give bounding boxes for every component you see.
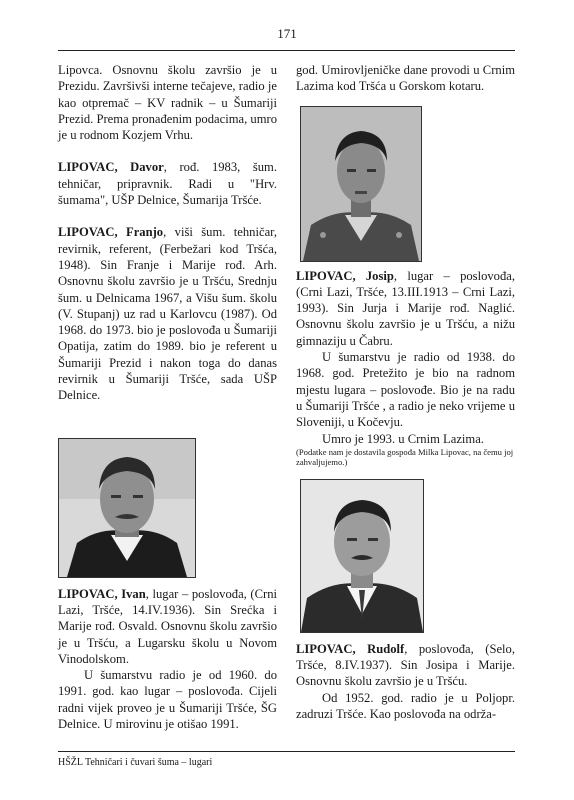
entry-name: LIPOVAC, Josip [296,268,394,283]
portrait-photo-ivan [58,438,196,578]
entry-josip-text-3: Umro je 1993. u Crnim Lazima. [322,431,484,446]
entry-rudolf-text-2: Od 1952. god. radio je u Poljopr. zadruzi Tršće. Kao poslovođa na održa- [296,690,515,722]
entry-ivan [58,586,277,667]
entry-text: , lugar – poslovođa, (Crni Lazi, Tršće, 13.III.1913 – Crni Lazi, 1993). Sin Jurja i Marije rođ. Naglić. Osnovnu školu završio je u Tršću, a nižu gimnaziju u Čabru. [296,268,515,348]
portrait-photo-josip [300,106,422,262]
left-column [58,62,277,732]
entry-name: LIPOVAC, Davor [58,160,164,175]
entry-name: LIPOVAC, Rudolf [296,641,405,656]
right-column [296,62,515,722]
entry-davor [58,159,277,208]
entry-text: , lugar – poslovođa, (Crni Lazi, Tršće, 14.IV.1936). Sin Srećka i Marije rođ. Osvald. Osnovnu školu završio je u Tršću, a Lugarsku školu u Novom Vinodolskom. [58,586,277,666]
entry-josip [296,268,515,349]
entry-name: LIPOVAC, Franjo [58,225,164,240]
entry-ivan-text-2: U šumarstvu radio je od 1960. do 1991. god. kao lugar – poslovođa. Cijeli radni vijek proveo je u Šumariji Tršće, ŠG Delnice. U mirovinu je otišao 1991. [58,668,277,732]
footer-rule [58,751,515,752]
entry-franjo [58,224,277,403]
entry-text: , poslovođa, (Selo, Tršće, 8.IV.1937). Sin Josipa i Marije. Osnovnu školu završio je u Tršću. [296,641,515,689]
entry-text: , rođ. 1983, šum. tehničar, pripravnik. Radi u "Hrv. šumama", UŠP Delnice, Šumarija Tršće. [58,160,277,208]
page-number: 171 [277,26,297,41]
entry-josip-text-2: U šumarstvu je radio od 1938. do 1968. god. Pretežito je bio na radnom mjestu lugara – poslovođe. Bio je na radu u Šumariji Tršće , a radio je neko vrijeme u Sloveniji, u Kočevju. [296,350,515,430]
header-rule [58,50,515,51]
portrait-photo-rudolf [300,479,424,633]
continued-entry-text: god. Umirovljeničke dane provodi u Crnim Lazima kod Tršća u Gorskom kotaru. [296,63,515,94]
entry-rudolf [296,641,515,690]
acknowledgement-note: (Podatke nam je dostavila gospođa Milka Lipovac, na čemu joj zahvaljujemo.) [296,446,514,467]
entry-text: , viši šum. tehničar, revirnik, referent, (Ferbežari kod Tršća, 1948). Sin Franje i Marije rođ. Arh. Osnovnu školu završio je u Tršću, Srednju šum. u Delnicama 1967, a Višu šum. školu (V. Stupanj) uz rad u Karlovcu (1987). Od 1968. do 1973. bio je poslovođa u Šumariji Opatija, zatim do 1989. bio je referent u Šumariji Prezid i nakon toga do danas revirnik u Šumariji Tršće, sada UŠP Delnice. [58,225,277,403]
entry-name: LIPOVAC, Ivan [58,586,146,601]
continued-entry-text: Lipovca. Osnovnu školu završio je u Prezidu. Završivši interne tečajeve, radio je kao otpremač – KV radnik – u Šumariji Prezid. Prema pronađenim podacima, umro je u rodnom Kozjem Vrhu. [58,63,277,143]
footer-text: HŠŽL Tehničari i čuvari šuma – lugari [58,757,213,768]
